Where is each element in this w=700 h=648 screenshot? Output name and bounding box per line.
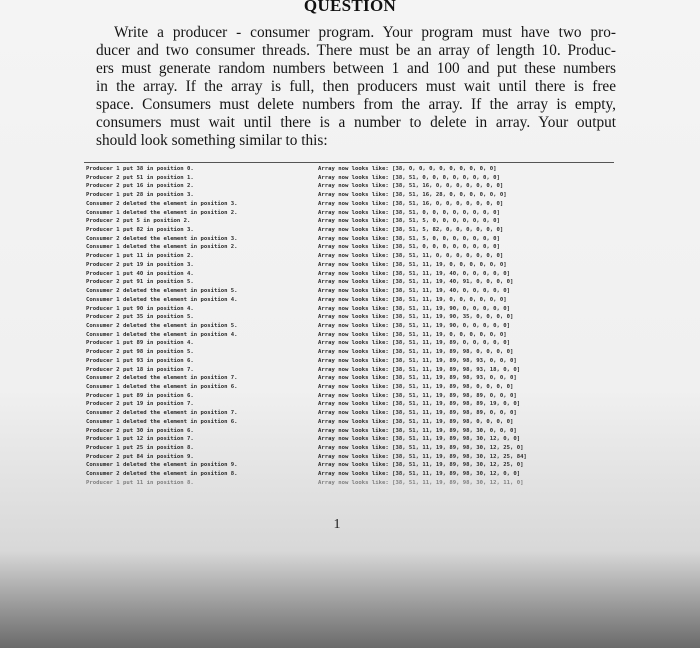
event-line: Producer 2 put 18 in position 7. xyxy=(86,366,194,373)
event-line: Producer 2 put 51 in position 1. xyxy=(86,174,194,181)
array-line: Array now looks like: [38, 51, 11, 19, 90, 35, 0, 0, 0, 0] xyxy=(318,314,514,321)
array-line: Array now looks like: [38, 51, 11, 19, 89, 98, 0, 0, 0, 0] xyxy=(318,349,514,356)
array-state-column xyxy=(318,165,527,487)
array-line: Array now looks like: [38, 51, 11, 19, 40, 0, 0, 0, 0, 0] xyxy=(318,270,510,277)
array-line: Array now looks like: [38, 51, 11, 0, 0, 0, 0, 0, 0, 0] xyxy=(318,253,504,260)
event-line: Consumer 1 deleted the element in position 6. xyxy=(86,383,238,390)
array-line: Array now looks like: [38, 51, 11, 19, 0, 0, 0, 0, 0, 0] xyxy=(318,331,507,338)
event-line: Producer 2 put 91 in position 5. xyxy=(86,279,194,286)
sample-output xyxy=(86,165,616,487)
array-line: Array now looks like: [38, 51, 0, 0, 0, 0, 0, 0, 0, 0] xyxy=(318,174,500,181)
array-line: Array now looks like: [38, 51, 5, 0, 0, 0, 0, 0, 0, 0] xyxy=(318,218,500,225)
array-line: Array now looks like: [38, 51, 11, 19, 89, 98, 93, 0, 0, 0] xyxy=(318,375,517,382)
question-line: ducer and two consumer threads. There must be an array of length 10. Produc- xyxy=(96,42,616,59)
array-line: Array now looks like: [38, 51, 11, 19, 89, 98, 93, 18, 0, 0] xyxy=(318,366,521,373)
event-line: Consumer 2 deleted the element in position 8. xyxy=(86,471,238,478)
array-line: Array now looks like: [38, 51, 11, 19, 40, 91, 0, 0, 0, 0] xyxy=(318,279,514,286)
array-line: Array now looks like: [38, 51, 11, 19, 40, 0, 0, 0, 0, 0] xyxy=(318,288,510,295)
event-line: Consumer 2 deleted the element in position 7. xyxy=(86,410,238,417)
event-line: Producer 2 put 35 in position 5. xyxy=(86,314,194,321)
array-line: Array now looks like: [38, 51, 0, 0, 0, 0, 0, 0, 0, 0] xyxy=(318,244,500,251)
event-line: Producer 1 put 93 in position 6. xyxy=(86,357,194,364)
event-line: Producer 2 put 84 in position 9. xyxy=(86,453,194,460)
array-line: Array now looks like: [38, 51, 11, 19, 0, 0, 0, 0, 0, 0] xyxy=(318,261,507,268)
event-line: Producer 1 put 25 in position 8. xyxy=(86,445,194,451)
event-line: Producer 1 put 11 in position 2. xyxy=(86,253,194,260)
array-line: Array now looks like: [38, 51, 0, 0, 0, 0, 0, 0, 0, 0] xyxy=(318,209,500,216)
array-line: Array now looks like: [38, 51, 11, 19, 89, 98, 0, 0, 0, 0] xyxy=(318,383,514,390)
question-line: Write a producer - consumer program. Your program must have two pro- xyxy=(114,24,616,41)
event-line: Producer 2 put 30 in position 6. xyxy=(86,427,194,434)
event-line: Producer 1 put 82 in position 3. xyxy=(86,227,194,234)
event-line: Producer 1 put 38 in position 0. xyxy=(86,166,194,172)
event-line: Consumer 1 deleted the element in position 6. xyxy=(86,418,238,425)
event-line: Consumer 1 deleted the element in position 2. xyxy=(86,209,238,216)
array-line: Array now looks like: [38, 51, 5, 0, 0, 0, 0, 0, 0, 0] xyxy=(318,235,500,242)
event-line: Producer 1 put 11 in position 8. xyxy=(86,479,194,486)
event-line: Consumer 1 deleted the element in position 2. xyxy=(86,244,238,251)
array-line: Array now looks like: [38, 51, 11, 19, 89, 98, 93, 0, 0, 0] xyxy=(318,357,517,364)
array-line: Array now looks like: [38, 0, 0, 0, 0, 0, 0, 0, 0, 0] xyxy=(318,166,497,172)
array-line: Array now looks like: [38, 51, 16, 0, 0, 0, 0, 0, 0, 0] xyxy=(318,200,504,207)
event-line: Consumer 2 deleted the element in position 5. xyxy=(86,322,238,329)
question-line: in the array. If the array is full, then producers must wait until there is free xyxy=(96,78,616,95)
event-line: Producer 1 put 89 in position 4. xyxy=(86,340,194,347)
array-line: Array now looks like: [38, 51, 11, 19, 89, 98, 30, 12, 11, 0] xyxy=(318,479,524,486)
page-number: 1 xyxy=(333,517,341,532)
array-line: Array now looks like: [38, 51, 11, 19, 90, 0, 0, 0, 0, 0] xyxy=(318,305,510,312)
array-line: Array now looks like: [38, 51, 5, 82, 0, 0, 0, 0, 0, 0] xyxy=(318,227,504,234)
question-line: space. Consumers must delete numbers from the array. If the array is empty, xyxy=(96,96,616,113)
question-line: consumers must wait until there is a number to delete in array. Your output xyxy=(96,114,616,131)
event-log-column xyxy=(86,165,238,487)
event-line: Producer 2 put 19 in position 3. xyxy=(86,261,194,268)
array-line: Array now looks like: [38, 51, 11, 19, 89, 98, 30, 12, 25, 0] xyxy=(318,445,524,451)
array-line: Array now looks like: [38, 51, 11, 19, 89, 98, 0, 0, 0, 0] xyxy=(318,418,514,425)
array-line: Array now looks like: [38, 51, 16, 0, 0, 0, 0, 0, 0, 0] xyxy=(318,183,504,190)
event-line: Producer 2 put 5 in position 2. xyxy=(86,218,191,225)
array-line: Array now looks like: [38, 51, 11, 19, 89, 98, 30, 12, 0, 0] xyxy=(318,436,521,443)
array-line: Array now looks like: [38, 51, 11, 19, 89, 98, 30, 12, 25, 84] xyxy=(318,453,527,460)
event-line: Consumer 2 deleted the element in position 3. xyxy=(86,200,238,207)
event-line: Producer 2 put 19 in position 7. xyxy=(86,401,194,408)
event-line: Consumer 1 deleted the element in position 9. xyxy=(86,462,238,469)
array-line: Array now looks like: [38, 51, 11, 19, 89, 98, 89, 0, 0, 0] xyxy=(318,410,517,417)
array-line: Array now looks like: [38, 51, 11, 19, 89, 0, 0, 0, 0, 0] xyxy=(318,340,510,347)
event-line: Consumer 1 deleted the element in position 4. xyxy=(86,331,238,338)
event-line: Consumer 1 deleted the element in position 4. xyxy=(86,296,238,303)
event-line: Consumer 2 deleted the element in position 3. xyxy=(86,235,238,242)
array-line: Array now looks like: [38, 51, 11, 19, 89, 98, 89, 0, 0, 0] xyxy=(318,392,517,399)
array-line: Array now looks like: [38, 51, 11, 19, 89, 98, 30, 12, 0, 0] xyxy=(318,471,521,478)
page-title: QUESTION xyxy=(303,0,397,15)
output-top-rule xyxy=(84,162,614,163)
array-line: Array now looks like: [38, 51, 11, 19, 90, 0, 0, 0, 0, 0] xyxy=(318,322,510,329)
question-paragraph xyxy=(96,24,616,150)
event-line: Producer 1 put 12 in position 7. xyxy=(86,436,194,443)
event-line: Producer 1 put 89 in position 6. xyxy=(86,392,194,399)
event-line: Consumer 2 deleted the element in position 5. xyxy=(86,288,238,295)
event-line: Producer 2 put 16 in position 2. xyxy=(86,183,194,190)
array-line: Array now looks like: [38, 51, 11, 19, 89, 98, 30, 0, 0, 0] xyxy=(318,427,517,434)
array-line: Array now looks like: [38, 51, 11, 19, 89, 98, 30, 12, 25, 0] xyxy=(318,462,524,469)
array-line: Array now looks like: [38, 51, 11, 19, 0, 0, 0, 0, 0, 0] xyxy=(318,296,507,303)
question-line: ers must generate random numbers between 1 and 100 and put these numbers xyxy=(96,60,616,77)
event-line: Producer 1 put 28 in position 3. xyxy=(86,192,194,199)
array-line: Array now looks like: [38, 51, 11, 19, 89, 98, 89, 19, 0, 0] xyxy=(318,401,521,408)
event-line: Producer 2 put 98 in position 5. xyxy=(86,349,194,356)
event-line: Producer 1 put 90 in position 4. xyxy=(86,305,194,312)
event-line: Consumer 2 deleted the element in position 7. xyxy=(86,375,238,382)
event-line: Producer 1 put 40 in position 4. xyxy=(86,270,194,277)
array-line: Array now looks like: [38, 51, 16, 28, 0, 0, 0, 0, 0, 0] xyxy=(318,192,507,199)
question-line: should look something similar to this: xyxy=(96,132,328,149)
